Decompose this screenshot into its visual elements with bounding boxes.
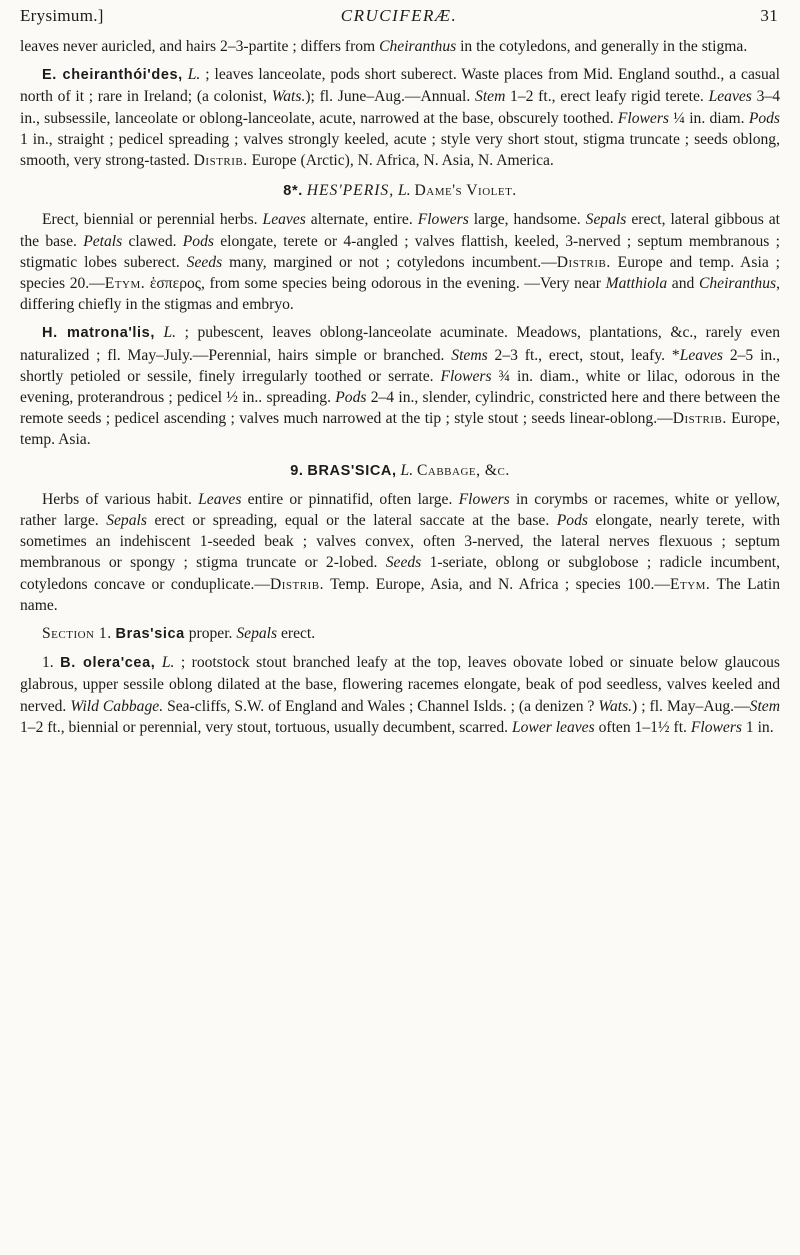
genus-description-brassica — [20, 489, 780, 616]
text-run: Sea-cliffs, S.W. of England and Wales ; Channel Islds. ; (a denizen ? — [163, 697, 599, 715]
text-run: clawed. — [122, 232, 183, 250]
text-run: 9. — [290, 462, 304, 479]
text-run: leaves never auricled, and hairs 2–3-partite ; differs from — [20, 38, 380, 55]
species-brassica-oleracea — [20, 652, 780, 738]
text-run: Distrib. — [270, 575, 324, 593]
text-run: Matthiola — [605, 275, 668, 293]
text-run: L. — [163, 324, 177, 342]
text-run: 1 in., straight ; pedicel spreading ; valves strongly keeled, acute ; style very short stout, stigma truncate ; seeds oblong, smooth, very strong-tasted. — [20, 130, 780, 170]
text-run: 1. — [42, 654, 54, 672]
text-run: Pods — [748, 109, 780, 127]
text-run: Pods — [182, 232, 214, 250]
text-run: large, handsome. — [468, 211, 586, 229]
text-run: alternate, entire. — [305, 211, 418, 229]
species-erysimum-cheiranthoides — [20, 64, 780, 171]
text-run: erect, lateral gibbous at the base. — [20, 211, 780, 250]
text-run: Stems — [451, 346, 488, 364]
text-run: Sepals — [236, 625, 278, 643]
text-run: Europe and temp. Asia ; species 20.— — [20, 253, 780, 293]
continuation-paragraph — [20, 36, 780, 57]
genus-heading-brassica — [20, 460, 780, 482]
text-run: Pods — [556, 512, 588, 530]
text-run: 2–3 ft., erect, stout, leafy. * — [487, 346, 680, 364]
page-number: 31 — [760, 6, 778, 25]
text-run: Flowers — [440, 367, 492, 385]
text-run: often 1–1½ ft. — [594, 718, 691, 736]
text-run: Europe, temp. Asia. — [20, 410, 781, 449]
text-run: Flowers — [458, 490, 510, 508]
text-run: ¼ in. diam. — [669, 109, 749, 127]
text-run: Flowers — [617, 109, 669, 127]
text-run: 1–2 ft., erect leafy rigid terete. — [505, 88, 709, 106]
text-run: Etym. — [104, 275, 146, 293]
text-run: ; rootstock stout branched leafy at the top, leaves obovate lobed or sinuate below glaucous glabrous, upper sessile oblong dilated at the base, flowering racemes elongate, beak of pod seedless, valves keeled and nerved. — [20, 654, 780, 715]
text-run: 1 in. — [741, 718, 774, 736]
text-run: Bras'sica — [115, 626, 185, 643]
text-run: , differing chiefly in the stigmas and embryo. — [20, 275, 780, 314]
text-run: Stem — [475, 88, 506, 106]
text-run: L. — [161, 654, 175, 672]
text-run: ; leaves lanceolate, pods short suberect. Waste places from Mid. England southd., a casual north of it ; rare in Ireland; (a colonist, — [20, 66, 781, 106]
text-run: Flowers — [690, 718, 742, 736]
text-run: The Latin name. — [20, 575, 781, 614]
text-run: ) ; fl. May–Aug.— — [632, 697, 750, 715]
text-run: entire or pinnatifid, often large. — [241, 490, 459, 508]
text-run: erect. — [277, 625, 316, 643]
text-run: in corymbs or racemes, white or yellow, rather large. — [20, 490, 781, 530]
text-run: Cabbage, &c. — [417, 461, 510, 479]
text-run: Cheiranthus — [698, 275, 777, 293]
text-run: L. — [400, 461, 414, 479]
page-body — [20, 36, 780, 738]
text-run: Leaves — [198, 490, 242, 508]
text-run: and — [667, 275, 699, 293]
text-run: ; pubescent, leaves oblong-lanceolate acuminate. Meadows, plantations, &c., rarely even naturalized ; fl. May–July.—Perennial, hairs simple or branched. — [20, 324, 780, 364]
text-run: 1–2 ft., biennial or perennial, very stout, tortuous, usually decumbent, scarred. — [20, 718, 512, 736]
text-run: many, margined or not ; cotyledons incumbent.— — [222, 253, 557, 271]
text-run: Distrib. — [193, 152, 248, 170]
text-run: ); fl. June–Aug.—Annual. — [305, 88, 476, 106]
text-run: Erect, biennial or perennial herbs. — [42, 211, 263, 229]
header-title: CRUCIFERÆ. — [340, 6, 458, 25]
text-run: Wild Cabbage. — [70, 697, 164, 715]
text-run: ¾ in. diam., white or lilac, odorous in the evening, proterandrous ; pedicel ½ in.. spreading. — [20, 367, 780, 407]
text-run: 3–4 in., subsessile, lanceolate or oblong-lanceolate, acute, narrowed at the base, obscurely toothed. — [20, 88, 780, 127]
text-run: Temp. Europe, Asia, and N. Africa ; species 100.— — [324, 575, 670, 593]
text-run: 2–4 in., slender, cylindric, constricted here and there between the remote seeds ; pedicel ascending ; valves much narrowed at the tip ; style stout ; seeds linear-oblong.— — [20, 389, 780, 428]
text-run: Section 1. — [42, 625, 112, 643]
text-run: Flowers — [417, 211, 469, 229]
section-heading — [20, 623, 780, 645]
text-run: Herbs of various habit. — [42, 490, 199, 508]
text-run: ἑσπερος, from some species being odorous in the evening. —Very near — [145, 275, 606, 293]
species-label: H. matrona'lis, — [42, 325, 155, 342]
text-run: elongate, nearly terete, with sometimes an indehiscent 1-seeded beak ; valves convex, often 3-nerved, the lateral nerves flexuous ; septum membranous or spongy ; stigma truncate or 2-lobed. — [20, 512, 780, 572]
text-run: proper. — [184, 625, 237, 643]
text-run: Leaves — [708, 88, 752, 106]
text-run: Etym. — [669, 575, 711, 593]
text-run: Leaves — [679, 346, 723, 364]
text-run: Sepals — [585, 211, 627, 229]
text-run: L. — [187, 66, 201, 84]
text-run: Wats. — [598, 697, 633, 715]
text-run: 1-seriate, oblong or subglobose ; radicle incumbent, cotyledons concave or conduplicate.— — [20, 554, 780, 593]
text-run: Pods — [335, 389, 367, 407]
header-left: Erysimum.] — [20, 6, 104, 25]
text-run: Distrib. — [672, 410, 727, 428]
text-run: Dame's Violet. — [414, 182, 517, 200]
running-header — [20, 6, 778, 34]
text-run: Seeds — [186, 253, 223, 271]
text-run: Sepals — [106, 512, 147, 530]
text-run: Seeds — [385, 554, 422, 572]
text-run: Leaves — [262, 211, 306, 229]
species-label: E. cheiranthói'des, — [42, 67, 183, 84]
text-run: L. — [398, 182, 411, 200]
text-run: Distrib. — [556, 253, 611, 271]
species-hesperis-matronalis — [20, 322, 780, 450]
genus-heading-hesperis — [20, 180, 780, 202]
text-run: Stem — [749, 697, 780, 715]
text-run: 2–5 in., shortly petioled or sessile, finely irregularly toothed or serrate. — [20, 346, 780, 385]
text-run: Wats. — [271, 88, 306, 106]
text-run: in the cotyledons, and generally in the stigma. — [456, 38, 748, 55]
text-run: Petals — [83, 232, 123, 250]
text-run: BRAS'SICA, — [307, 462, 397, 479]
text-run: erect or spreading, equal or the lateral saccate at the base. — [146, 512, 557, 530]
text-run: elongate, terete or 4-angled ; valves flattish, keeled, 3-nerved ; septum membranous ; stigmatic lobes suberect. — [20, 232, 780, 271]
text-run: Lower leaves — [511, 718, 595, 736]
text-run: Cheiranthus — [379, 38, 457, 55]
species-label: B. olera'cea, — [60, 655, 156, 672]
text-run: 8*. — [283, 183, 303, 200]
text-run: HES'PERIS, — [306, 182, 395, 200]
genus-description-hesperis — [20, 209, 780, 315]
text-run: Europe (Arctic), N. Africa, N. Asia, N. America. — [247, 152, 554, 170]
